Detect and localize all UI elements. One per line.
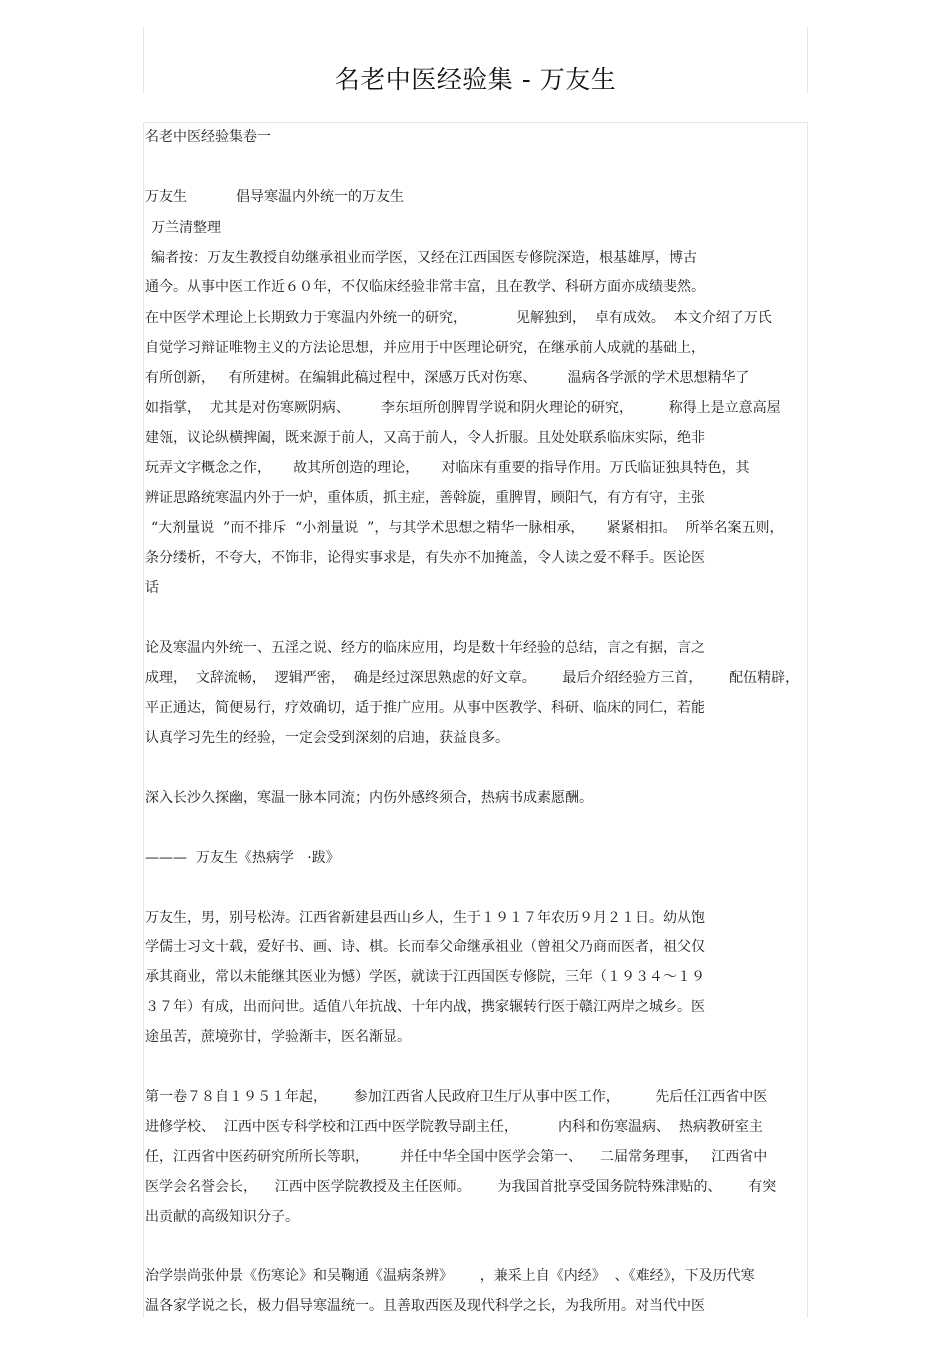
text-line: 万友生，男，别号松涛。江西省新建县西山乡人，生于１９１７年农历９月２１日。幼从饱	[145, 910, 705, 926]
text-line: 论及寒温内外统一、五淫之说、经方的临床应用，均是数十年经验的总结，言之有据，言之	[145, 640, 705, 656]
text-line: 条分缕析，不夸大，不饰非，论得实事求是，有失亦不加掩盖，令人读之爱不释手。医论医	[145, 550, 705, 566]
text-line: 建瓴，议论纵横捭阖，既来源于前人，又高于前人，令人折服。且处处联系临床实际，绝非	[145, 430, 705, 446]
text-line: 学儒士习文十载，爱好书、画、诗、棋。长而奉父命继承祖业（曾祖父乃商而医者，祖父仅	[145, 939, 705, 955]
document-body-frame	[143, 122, 808, 1318]
text-line: 玩弄文字概念之作， 故其所创造的理论， 对临床有重要的指导作用。万氏临证独具特色，其	[145, 460, 750, 476]
text-line: 如指掌， 尤其是对伤寒厥阴病、 李东垣所创脾胃学说和阴火理论的研究， 称得上是立意高屋	[145, 400, 781, 416]
text-line: 编者按：万友生教授自幼继承祖业而学医，又经在江西国医专修院深造，根基雄厚，博古	[151, 250, 697, 266]
text-line: 平正通达，简便易行，疗效确切，适于推广应用。从事中医教学、科研、临床的同仁，若能	[145, 700, 705, 716]
title-header	[143, 27, 808, 93]
text-line: 医学会名誉会长， 江西中医学院教授及主任医师。 为我国首批享受国务院特殊津贴的、 有突	[145, 1179, 777, 1195]
text-line: 认真学习先生的经验，一定会受到深刻的启迪，获益良多。	[145, 730, 509, 746]
text-line: 途虽苦，蔗境弥甘，学验渐丰，医名渐显。	[145, 1029, 411, 1045]
text-line: 出贡献的高级知识分子。	[145, 1209, 299, 1225]
text-line: 话	[145, 580, 159, 596]
text-line: 自觉学习辩证唯物主义的方法论思想，并应用于中医理论研究，在继承前人成就的基础上，	[145, 340, 705, 356]
text-line: 万友生 倡导寒温内外统一的万友生	[145, 189, 404, 205]
text-line: ３７年）有成，出而问世。适值八年抗战、十年内战，携家辗转行医于赣江两岸之城乡。医	[145, 999, 705, 1015]
text-line: 承其商业，常以未能继其医业为憾）学医，就读于江西国医专修院，三年（１９３４～１９	[145, 969, 705, 985]
text-line: ——— 万友生《热病学 ·跋》	[145, 850, 340, 866]
text-line: 进修学校、 江西中医专科学校和江西中医学院教导副主任， 内科和伤寒温病、 热病教研室主	[145, 1119, 763, 1135]
document-title: 名老中医经验集 - 万友生	[334, 65, 617, 94]
text-line: 有所创新， 有所建树。在编辑此稿过程中，深感万氏对伤寒、 温病各学派的学术思想精华了	[145, 370, 750, 386]
text-line: 治学崇尚张仲景《伤寒论》和吴鞠通《温病条辨》 ，兼采上自《内经》 、《难经》，下及历代寒	[145, 1268, 755, 1284]
text-line: 任，江西省中医药研究所所长等职， 并任中华全国中医学会第一、 二届常务理事， 江西省中	[145, 1149, 768, 1165]
text-line: 深入长沙久探幽，寒温一脉本同流；内伤外感终须合，热病书成素愿酬。	[145, 790, 593, 806]
text-line: 第一卷７８自１９５１年起， 参加江西省人民政府卫生厅从事中医工作， 先后任江西省中医	[145, 1089, 768, 1105]
text-line: 成理， 文辞流畅， 逻辑严密， 确是经过深思熟虑的好文章。 最后介绍经验方三首， 配伍精辟，	[145, 670, 800, 686]
text-line: 通今。从事中医工作近６０年，不仅临床经验非常丰富，且在教学、科研方面亦成绩斐然。	[145, 279, 705, 295]
text-line: 名老中医经验集卷一	[145, 129, 271, 145]
text-line: 辨证思路统寒温内外于一炉，重体质，抓主症，善斡旋，重脾胃，顾阳气，有方有守，主张	[145, 490, 705, 506]
text-line: 温各家学说之长，极力倡导寒温统一。且善取西医及现代科学之长，为我所用。对当代中医	[145, 1298, 705, 1314]
text-line: 万兰清整理	[151, 220, 221, 236]
text-line: “大剂量说 ”而不排斥 “小剂量说 ”，与其学术思想之精华一脉相承， 紧紧相扣。 所举名案五则，	[151, 520, 784, 536]
text-line: 在中医学术理论上长期致力于寒温内外统一的研究， 见解独到， 卓有成效。 本文介绍了万氏	[145, 310, 772, 326]
